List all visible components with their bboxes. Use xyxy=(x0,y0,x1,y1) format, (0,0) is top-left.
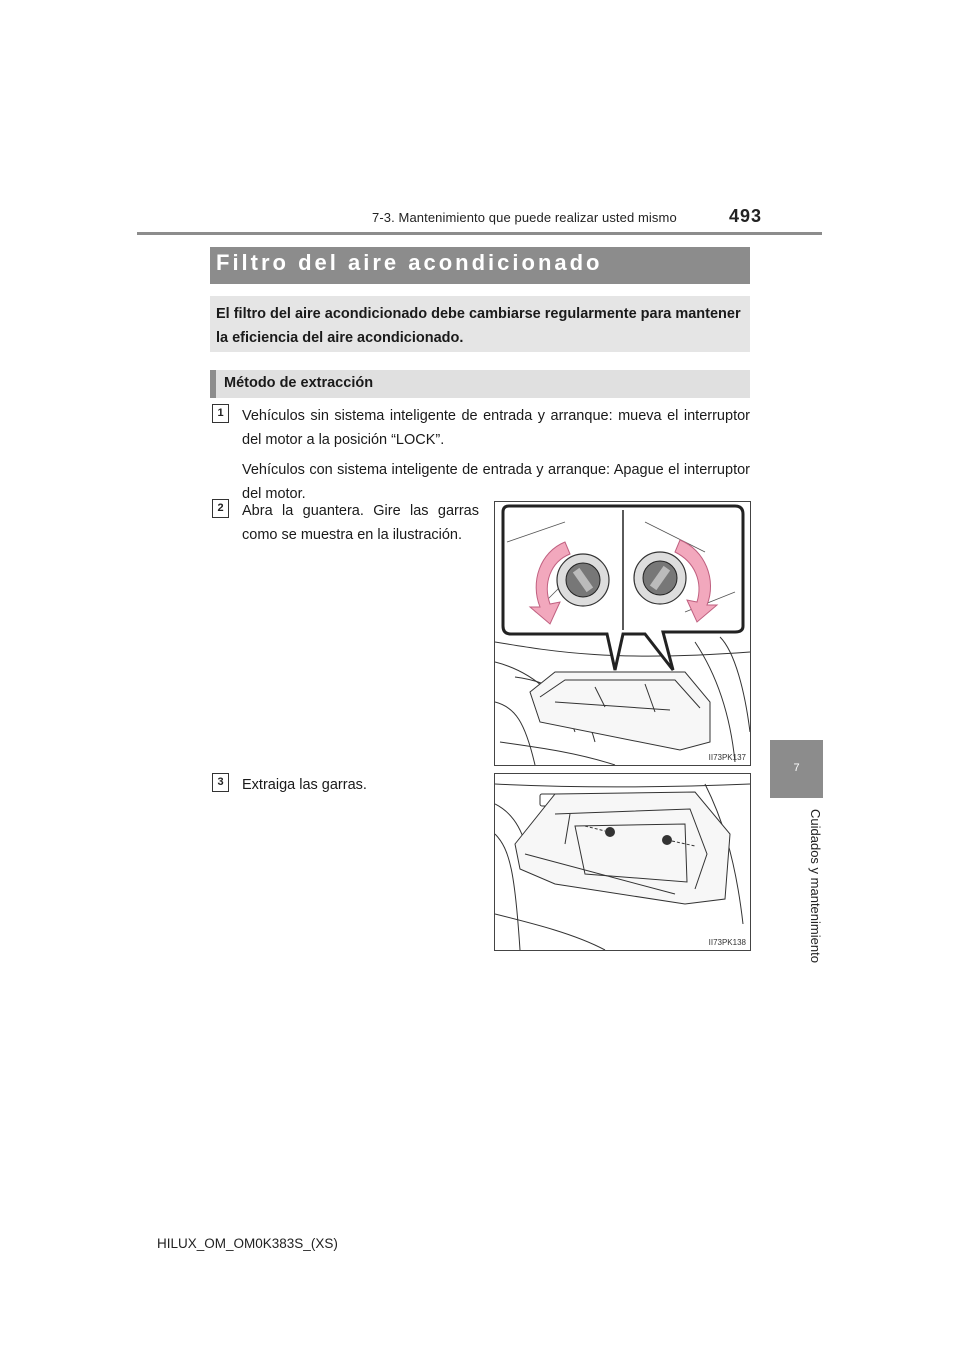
chapter-label: Cuidados y mantenimiento xyxy=(808,809,823,963)
illustration-glovebox-claws-rotate xyxy=(494,501,751,766)
step-1-text-b: Vehículos con sistema inteligente de entrada y arranque: Apague el interruptor del motor. xyxy=(242,462,750,502)
header-section-title: 7-3. Mantenimiento que puede realizar usted mismo xyxy=(372,210,677,225)
step-number-3: 3 xyxy=(212,773,229,792)
illustration-glovebox-claws-remove xyxy=(494,773,751,951)
section-title: Filtro del aire acondicionado xyxy=(216,250,603,275)
chapter-number: 7 xyxy=(793,762,800,774)
header-rule xyxy=(137,232,822,235)
step-number-1: 1 xyxy=(212,404,229,423)
subheading: Método de extracción xyxy=(224,375,374,391)
figure-code-1: II73PK137 xyxy=(708,753,746,762)
step-number-2: 2 xyxy=(212,499,229,518)
figure-code-2: II73PK138 xyxy=(708,938,746,947)
footer-code: HILUX_OM_OM0K383S_(XS) xyxy=(157,1236,338,1251)
subheading-accent xyxy=(210,370,216,398)
page-number: 493 xyxy=(729,206,763,226)
step-3-text: Extraiga las garras. xyxy=(242,777,367,793)
glovebox-rotate-drawing xyxy=(495,502,750,765)
step-1-text-a: Vehículos sin sistema inteligente de entrada y arranque: mueva el interruptor del motor a la posición “LOCK”. xyxy=(242,408,750,448)
intro-text: El filtro del aire acondicionado debe cambiarse regularmente para mantener la eficiencia del aire acondicionado. xyxy=(216,306,741,346)
glovebox-remove-drawing xyxy=(495,774,750,950)
step-2-text: Abra la guantera. Gire las garras como se muestra en la ilustración. xyxy=(242,503,479,543)
